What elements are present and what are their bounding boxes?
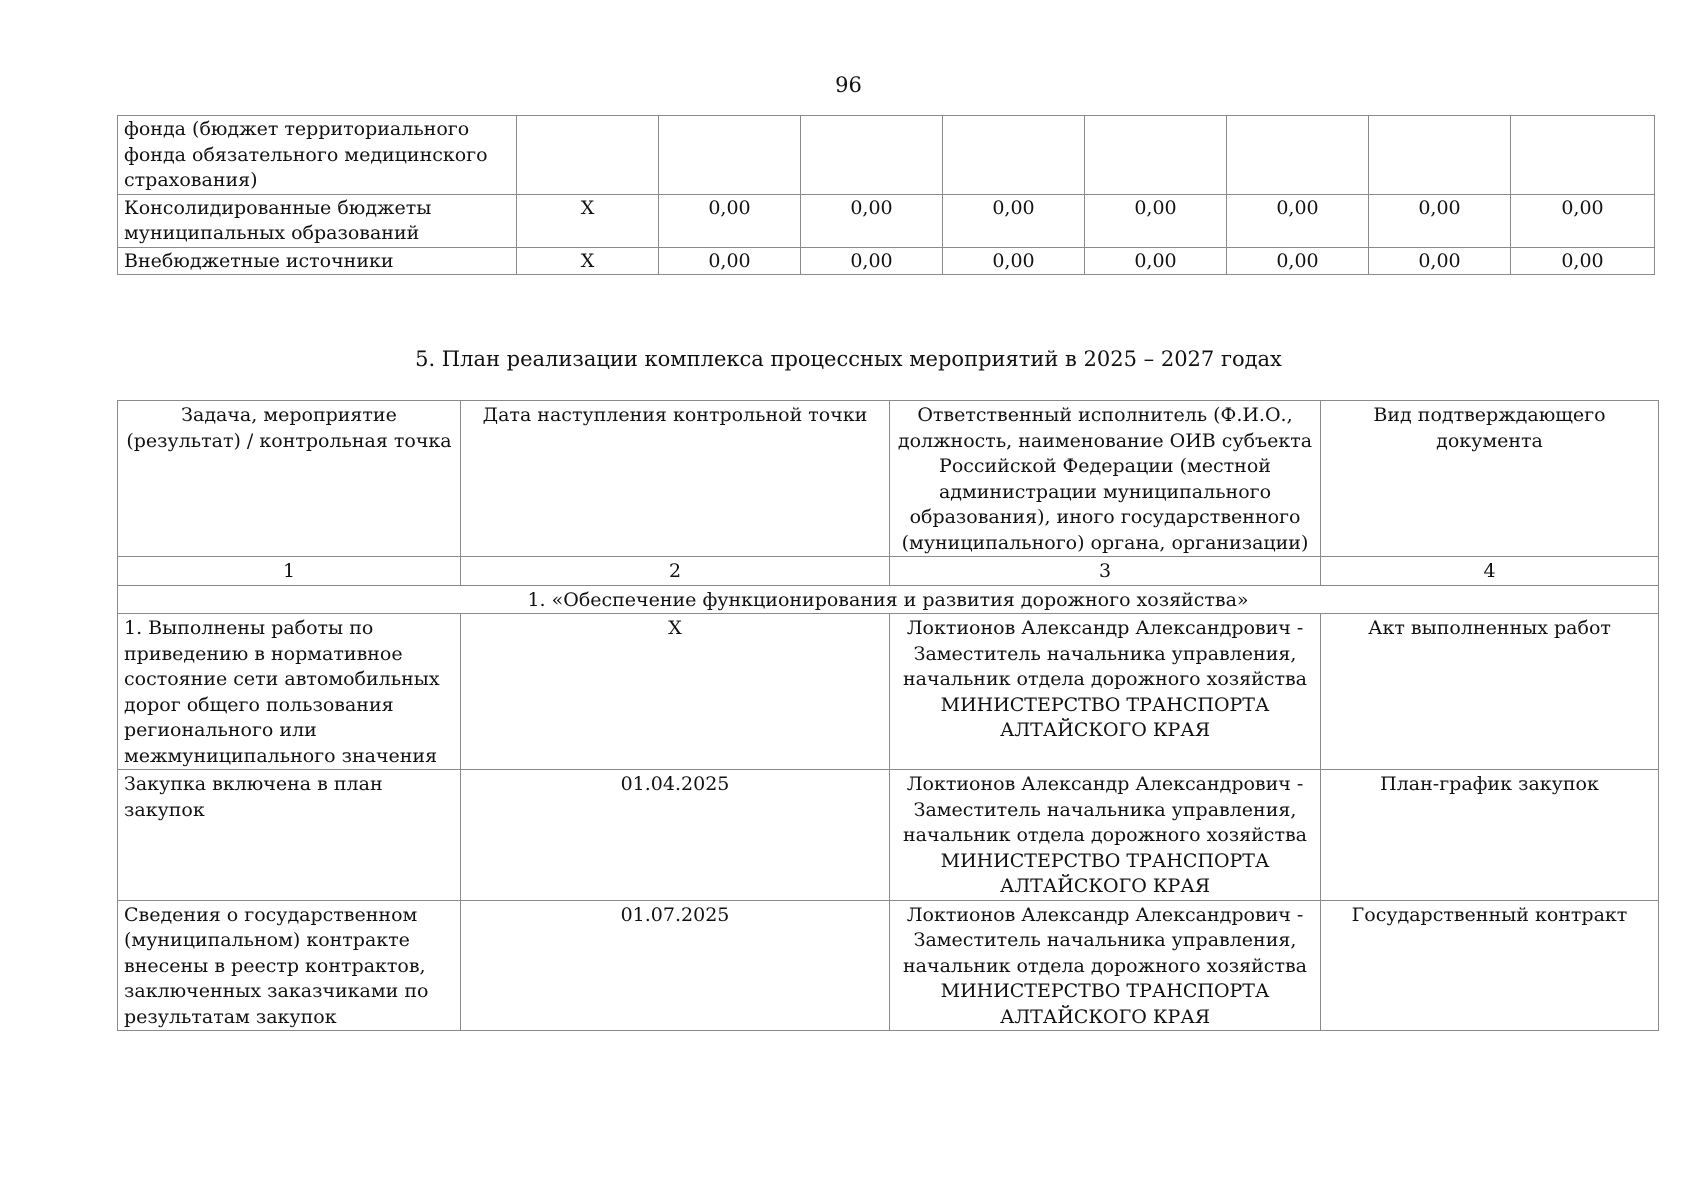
finance-cell: Х	[517, 194, 659, 247]
plan-organization: МИНИСТЕРСТВО ТРАНСПОРТА АЛТАЙСКОГО КРАЯ	[940, 849, 1270, 897]
plan-group-title: 1. «Обеспечение функционирования и развития дорожного хозяйства»	[118, 585, 1659, 614]
finance-cell	[1227, 116, 1369, 195]
finance-row	[118, 194, 1655, 247]
finance-cell	[1511, 116, 1655, 195]
plan-header-row	[118, 401, 1659, 557]
page-number: 96	[835, 73, 862, 97]
finance-row-label: фонда (бюджет территориального фонда обязательного медицинского страхования)	[118, 116, 517, 195]
plan-executor-cell	[890, 770, 1321, 901]
finance-cell: 0,00	[659, 194, 801, 247]
finance-cell	[943, 116, 1085, 195]
plan-row	[118, 614, 1659, 770]
finance-cell: 0,00	[1511, 247, 1655, 275]
plan-column-numbers-row	[118, 557, 1659, 586]
plan-row	[118, 900, 1659, 1031]
plan-header-document: Вид подтверждающего документа	[1321, 401, 1659, 557]
finance-cell: 0,00	[801, 194, 943, 247]
finance-cell: 0,00	[1369, 194, 1511, 247]
finance-cell: 0,00	[1085, 194, 1227, 247]
plan-executor-cell	[890, 900, 1321, 1031]
column-number: 1	[118, 557, 461, 586]
plan-organization: МИНИСТЕРСТВО ТРАНСПОРТА АЛТАЙСКОГО КРАЯ	[940, 693, 1270, 741]
finance-cell: Х	[517, 247, 659, 275]
plan-date: 01.04.2025	[461, 770, 890, 901]
plan-task: 1. Выполнены работы по приведению в нормативное состояние сети автомобильных дорог общего пользования регионального или межмуниципального значения	[118, 614, 461, 770]
finance-table	[117, 115, 1655, 275]
plan-executor: Локтионов Александр Александрович - Заместитель начальника управления, начальник отдела дорожного хозяйства	[903, 617, 1307, 690]
finance-cell: 0,00	[1227, 194, 1369, 247]
finance-cell: 0,00	[801, 247, 943, 275]
finance-cell: 0,00	[1227, 247, 1369, 275]
finance-cell: 0,00	[659, 247, 801, 275]
plan-document: План-график закупок	[1321, 770, 1659, 901]
plan-task: Закупка включена в план закупок	[118, 770, 461, 901]
plan-executor: Локтионов Александр Александрович - Заместитель начальника управления, начальник отдела дорожного хозяйства	[903, 903, 1307, 977]
finance-cell	[1085, 116, 1227, 195]
finance-row	[118, 247, 1655, 275]
finance-cell: 0,00	[1369, 247, 1511, 275]
finance-cell: 0,00	[943, 194, 1085, 247]
plan-date: 01.07.2025	[461, 900, 890, 1031]
section-title: 5. План реализации комплекса процессных мероприятий в 2025 – 2027 годах	[415, 347, 1282, 371]
finance-cell: 0,00	[943, 247, 1085, 275]
finance-row	[118, 116, 1655, 195]
plan-document: Государственный контракт	[1321, 900, 1659, 1031]
plan-date: Х	[461, 614, 890, 770]
plan-header-date: Дата наступления контрольной точки	[461, 401, 890, 557]
column-number: 3	[890, 557, 1321, 586]
plan-row	[118, 770, 1659, 901]
plan-organization: МИНИСТЕРСТВО ТРАНСПОРТА АЛТАЙСКОГО КРАЯ	[940, 980, 1270, 1028]
finance-cell	[659, 116, 801, 195]
finance-cell: 0,00	[1511, 194, 1655, 247]
plan-header-task: Задача, мероприятие (результат) / контрольная точка	[118, 401, 461, 557]
column-number: 4	[1321, 557, 1659, 586]
finance-cell	[517, 116, 659, 195]
finance-row-label: Консолидированные бюджеты муниципальных образований	[118, 194, 517, 247]
plan-table	[117, 400, 1659, 1031]
plan-executor: Локтионов Александр Александрович - Заместитель начальника управления, начальник отдела дорожного хозяйства	[903, 773, 1307, 846]
finance-cell: 0,00	[1085, 247, 1227, 275]
finance-row-label: Внебюджетные источники	[118, 247, 517, 275]
plan-group-row	[118, 585, 1659, 614]
plan-header-executor: Ответственный исполнитель (Ф.И.О., должность, наименование ОИВ субъекта Российской Федерации (местной администрации муниципального образования), иного государственного (муниципального) органа, организации)	[890, 401, 1321, 557]
plan-document: Акт выполненных работ	[1321, 614, 1659, 770]
finance-cell	[1369, 116, 1511, 195]
column-number: 2	[461, 557, 890, 586]
plan-task: Сведения о государственном (муниципальном) контракте внесены в реестр контрактов, заключенных заказчиками по результатам закупок	[118, 900, 461, 1031]
finance-cell	[801, 116, 943, 195]
plan-executor-cell	[890, 614, 1321, 770]
